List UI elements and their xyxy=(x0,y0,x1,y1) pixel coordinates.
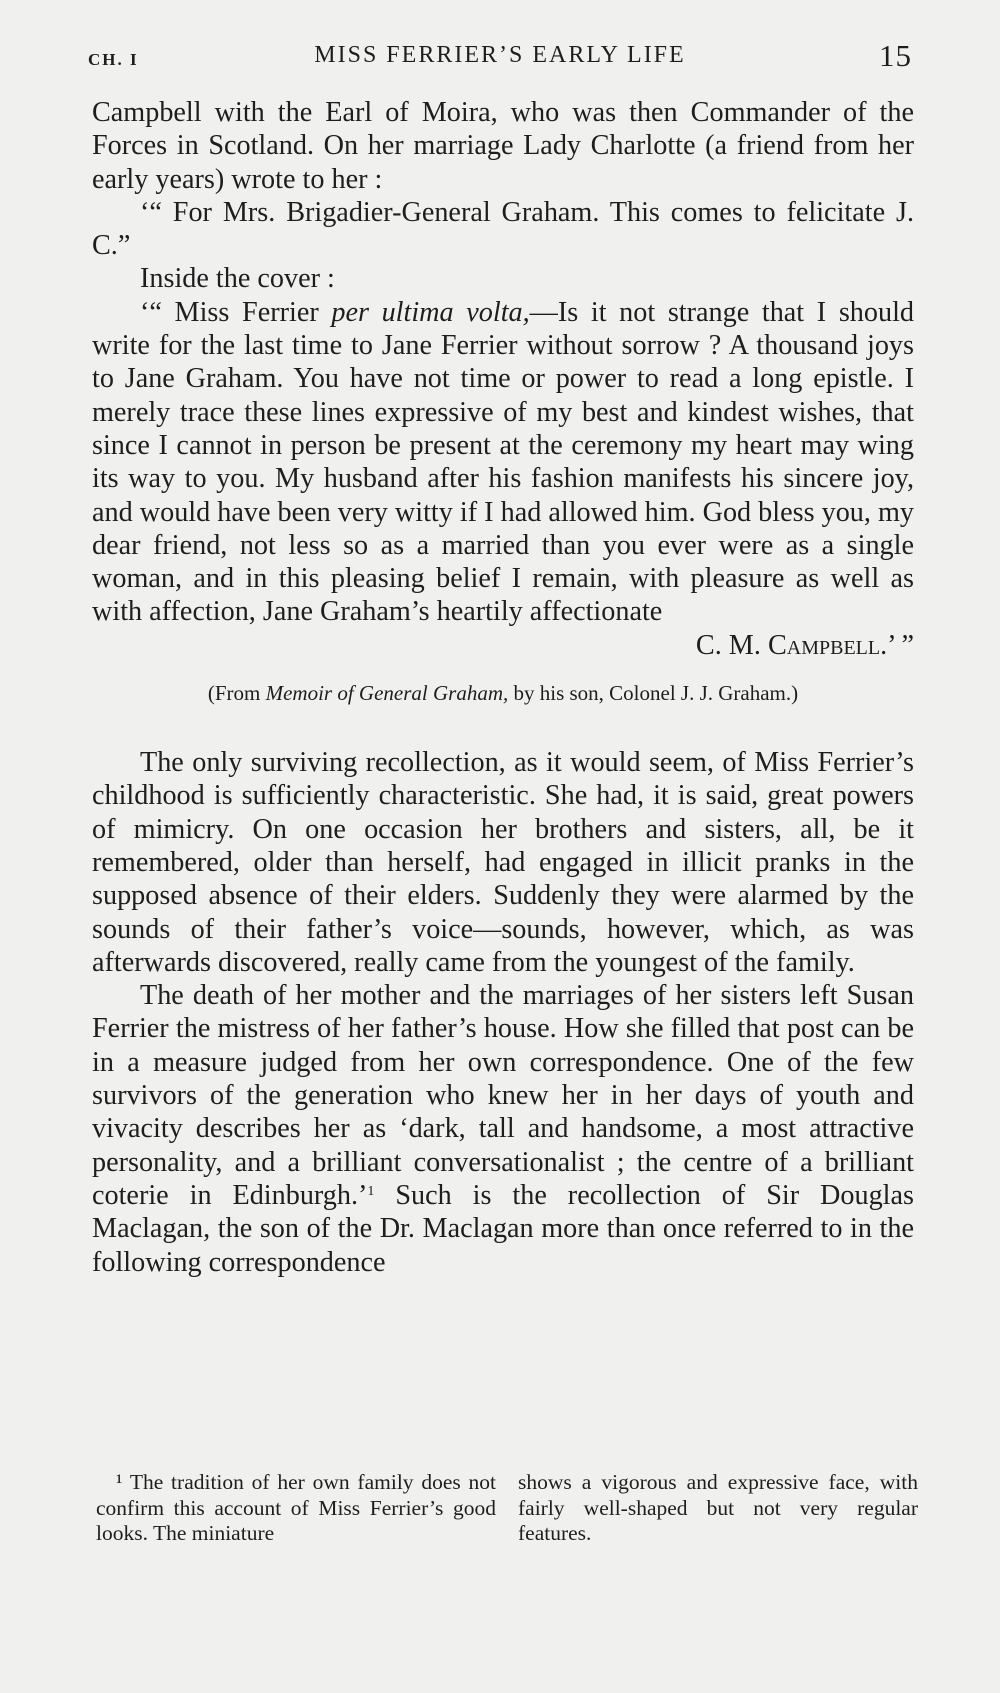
footnote-column-right xyxy=(518,1470,918,1547)
running-title: MISS FERRIER’S EARLY LIFE xyxy=(314,42,686,68)
paragraph-childhood: The only surviving recollection, as it would seem, of Miss Ferrier’s childhood is sufficiently characteristic. She had, it is said, great powers of mimicry. On one occasion her brothers and sisters, all, be it remembered, older than herself, had engaged in illicit pranks in the supposed absence of their elders. Suddenly they were alarmed by the sounds of their father’s voice—sounds, however, which, as was afterwards discovered, really came from the youngest of the family. xyxy=(92,747,914,978)
page-number: 15 xyxy=(879,38,912,73)
source-title: Memoir of General Graham, xyxy=(265,681,509,706)
footnote-marker: ¹ xyxy=(116,1470,123,1494)
chapter-label: CH. I xyxy=(88,50,139,69)
footnote-reference: 1 xyxy=(367,1183,375,1199)
running-head xyxy=(88,36,912,76)
body-text xyxy=(92,96,914,1279)
letter-body xyxy=(92,296,914,629)
paragraph-continued: Campbell with the Earl of Moira, who was then Commander of the Forces in Scotland. On her marriage Lady Charlotte (a friend from her early years) wrote to her : xyxy=(92,97,914,195)
source-open: (From xyxy=(207,681,266,706)
source-citation xyxy=(92,680,914,706)
inside-cover-heading: Inside the cover : xyxy=(140,263,335,295)
footnote-column-left xyxy=(96,1470,496,1547)
letter-cover-note: ‘“ For Mrs. Brigadier-General Graham. This comes to felicitate J. C.” xyxy=(92,196,914,262)
letter-signature: C. M. Campbell.’ ” xyxy=(695,629,914,661)
letter-text: —Is it not strange that I should write for the last time to Jane Ferrier without sorrow ? A thousand joys to Jane Graham. You have not time or power to read a long epistle. I merely trace these lines expressive of my best and kindest wishes, that since I cannot in person be present at the ceremony my heart may wing its way to you. My husband after his fashion manifests his sincere joy, and would have been very witty if I had allowed him. God bless you, my dear friend, not less so as a married than you ever were as a single woman, and in this pleasing belief I remain, with pleasure as well as with affection, Jane Graham’s heartily affectionate xyxy=(92,296,914,628)
paragraph-mistress-text: The death of her mother and the marriages of her sisters left Susan Ferrier the mistress of her father’s house. How she filled that post can be in a measure judged from her own correspondence. One of the few survivors of the generation who knew her in her days of youth and vivacity describes her as ‘dark, tall and handsome, a most attractive personality, and a brilliant conversationalist ; the centre of a brilliant coterie in Edinburgh.’ xyxy=(92,980,914,1211)
paragraph-mistress xyxy=(92,979,914,1279)
source-rest: by his son, Colonel J. J. Graham.) xyxy=(508,681,799,706)
footnote-text-right: shows a vigorous and expressive face, with fairly well-shaped but not very regular features. xyxy=(518,1470,918,1545)
footnotes xyxy=(96,1470,918,1547)
letter-opening: ‘“ Miss Ferrier xyxy=(140,296,332,328)
footnote-text-left: The tradition of her own family does not confirm this account of Miss Ferrier’s good looks. The miniature xyxy=(96,1470,496,1545)
letter-italic-phrase: per ultima volta, xyxy=(331,296,530,328)
paragraph-mistress-continued: Such is the recollection of Sir Douglas Maclagan, the son of the Dr. Maclagan more than once referred to in the following correspondence xyxy=(92,1179,914,1278)
